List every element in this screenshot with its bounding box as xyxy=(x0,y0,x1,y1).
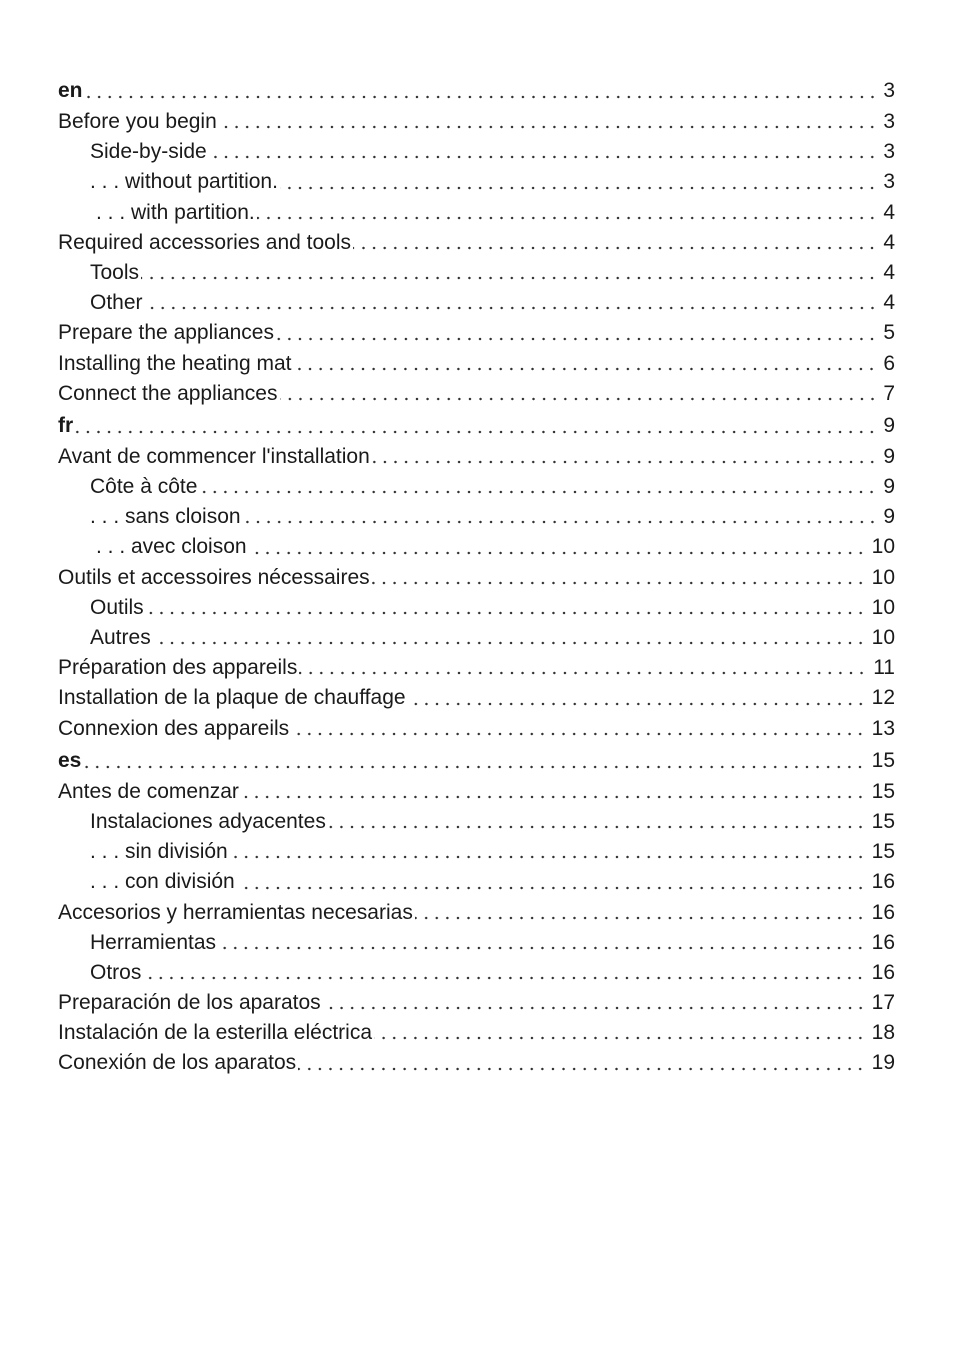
table-of-contents xyxy=(58,74,895,1079)
toc-entry[interactable] xyxy=(58,898,895,928)
dot-leader xyxy=(219,109,878,129)
toc-entry[interactable] xyxy=(58,1018,895,1048)
dot-leader xyxy=(75,414,877,434)
toc-entry[interactable] xyxy=(58,442,895,472)
toc-entry-label: Connect the appliances xyxy=(58,381,278,405)
toc-entry-label: Outils et accessoires nécessaires xyxy=(58,565,370,589)
toc-entry-label: . . . avec cloison xyxy=(96,535,247,559)
toc-page-number: 5 xyxy=(883,321,895,345)
toc-section-es xyxy=(58,744,895,1079)
toc-entry-label: Herramientas xyxy=(90,930,217,954)
toc-entry-label: Installation de la plaque de chauffage xyxy=(58,686,406,710)
toc-language-code: fr xyxy=(58,413,74,437)
dot-leader xyxy=(243,504,878,524)
toc-entry[interactable] xyxy=(58,379,895,409)
dot-leader xyxy=(249,535,866,555)
toc-entry-label: Other xyxy=(90,291,143,315)
toc-entry-label: Instalaciones adyacentes xyxy=(90,809,326,833)
toc-entry-label: . . . sin división xyxy=(90,840,228,864)
toc-entry[interactable] xyxy=(58,137,895,167)
dot-leader xyxy=(141,260,877,280)
dot-leader xyxy=(280,170,877,190)
toc-entry[interactable] xyxy=(58,623,895,653)
toc-entry-label: Side-by-side xyxy=(90,140,207,164)
dot-leader xyxy=(209,139,878,159)
dot-leader xyxy=(372,565,866,585)
toc-entry-label: . . . without partition. xyxy=(90,170,278,194)
toc-page-number: 3 xyxy=(883,170,895,194)
toc-entry[interactable] xyxy=(58,318,895,348)
toc-entry-label: Antes de comenzar xyxy=(58,779,239,803)
dot-leader xyxy=(415,900,866,920)
toc-entry[interactable] xyxy=(58,928,895,958)
toc-page-number: 16 xyxy=(871,960,895,984)
toc-entry-label: Prepare the appliances xyxy=(58,321,274,345)
toc-page-number: 6 xyxy=(883,351,895,375)
toc-page-number: 15 xyxy=(871,779,895,803)
toc-language-heading[interactable] xyxy=(58,409,895,442)
toc-page-number: 15 xyxy=(871,748,895,772)
toc-entry-label: Accesorios y herramientas necesarias xyxy=(58,900,413,924)
toc-entry-label: Conexión de los aparatos xyxy=(58,1051,297,1075)
toc-entry[interactable] xyxy=(58,563,895,593)
toc-page-number: 9 xyxy=(883,413,895,437)
dot-leader xyxy=(328,809,866,829)
toc-entry[interactable] xyxy=(58,958,895,988)
dot-leader xyxy=(372,444,878,464)
toc-entry-label: Required accessories and tools xyxy=(58,230,351,254)
dot-leader xyxy=(199,474,877,494)
toc-entry-label: Côte à côte xyxy=(90,475,198,499)
toc-entry[interactable] xyxy=(58,988,895,1018)
toc-page-number: 18 xyxy=(871,1021,895,1045)
toc-page-number: 16 xyxy=(871,870,895,894)
toc-language-code: es xyxy=(58,748,82,772)
toc-entry-label: Instalación de la esterilla eléctrica xyxy=(58,1021,372,1045)
toc-page-number: 4 xyxy=(883,200,895,224)
toc-page-number: 3 xyxy=(883,140,895,164)
toc-entry[interactable] xyxy=(58,502,895,532)
toc-entry[interactable] xyxy=(58,807,895,837)
toc-section-fr xyxy=(58,409,895,744)
toc-page-number: 11 xyxy=(873,656,895,680)
toc-entry[interactable] xyxy=(58,198,895,228)
toc-entry-label: . . . con división xyxy=(90,870,235,894)
toc-entry-label: . . . sans cloison xyxy=(90,505,241,529)
toc-entry-label: Preparación de los aparatos xyxy=(58,991,321,1015)
dot-leader xyxy=(218,930,866,950)
toc-entry[interactable] xyxy=(58,714,895,744)
dot-leader xyxy=(153,625,866,645)
toc-entry-label: Avant de commencer l'installation xyxy=(58,444,370,468)
toc-page-number: 9 xyxy=(883,444,895,468)
toc-entry[interactable] xyxy=(58,1048,895,1078)
toc-page-number: 10 xyxy=(871,626,895,649)
toc-page-number: 10 xyxy=(871,565,895,589)
toc-page-number: 13 xyxy=(871,716,895,740)
toc-page-number: 3 xyxy=(883,79,895,102)
toc-section-en xyxy=(58,74,895,409)
toc-entry-label: Tools xyxy=(90,260,140,284)
toc-page-number: 4 xyxy=(883,230,895,254)
dot-leader xyxy=(299,655,867,675)
toc-entry[interactable] xyxy=(58,653,895,683)
toc-language-heading[interactable] xyxy=(58,744,895,777)
toc-entry[interactable] xyxy=(58,593,895,623)
toc-entry[interactable] xyxy=(58,349,895,379)
dot-leader xyxy=(145,290,878,310)
dot-leader xyxy=(280,381,878,401)
dot-leader xyxy=(291,716,865,736)
toc-page-number: 12 xyxy=(871,686,895,710)
toc-entry-label: Outils xyxy=(90,595,144,619)
toc-page-number: 15 xyxy=(871,840,895,864)
toc-page-number: 9 xyxy=(883,505,895,529)
dot-leader xyxy=(374,1020,866,1040)
toc-entry[interactable] xyxy=(58,532,895,562)
toc-page-number: 17 xyxy=(871,991,895,1015)
toc-page-number: 4 xyxy=(883,260,895,284)
dot-leader xyxy=(353,230,877,250)
toc-page-number: 10 xyxy=(871,535,895,559)
toc-language-heading[interactable] xyxy=(58,74,895,107)
dot-leader xyxy=(143,960,865,980)
toc-entry[interactable] xyxy=(58,777,895,807)
toc-entry[interactable] xyxy=(58,167,895,197)
dot-leader xyxy=(83,749,865,769)
toc-entry-label: Autres xyxy=(90,626,151,649)
toc-entry-label: Otros xyxy=(90,960,142,984)
toc-page-number: 7 xyxy=(883,381,895,405)
toc-entry[interactable] xyxy=(58,228,895,258)
toc-entry[interactable] xyxy=(58,472,895,502)
toc-entry[interactable] xyxy=(58,107,895,137)
toc-page-number: 4 xyxy=(883,291,895,315)
dot-leader xyxy=(293,351,877,371)
toc-page-number: 15 xyxy=(871,809,895,833)
toc-page-number: 10 xyxy=(871,595,895,619)
toc-page-number: 9 xyxy=(883,475,895,499)
dot-leader xyxy=(85,79,878,99)
dot-leader xyxy=(276,321,877,341)
dot-leader xyxy=(241,779,866,799)
toc-language-code: en xyxy=(58,79,83,102)
dot-leader xyxy=(298,1051,865,1071)
dot-leader xyxy=(237,870,866,890)
toc-entry[interactable] xyxy=(58,867,895,897)
toc-entry[interactable] xyxy=(58,258,895,288)
toc-entry[interactable] xyxy=(58,288,895,318)
dot-leader xyxy=(257,200,878,220)
dot-leader xyxy=(230,839,866,859)
toc-entry-label: . . . with partition. xyxy=(96,200,255,224)
dot-leader xyxy=(146,595,866,615)
toc-entry-label: Connexion des appareils xyxy=(58,716,290,740)
toc-entry[interactable] xyxy=(58,837,895,867)
toc-entry-label: Préparation des appareils xyxy=(58,656,298,680)
toc-page-number: 16 xyxy=(871,900,895,924)
toc-page-number: 19 xyxy=(871,1051,895,1075)
toc-entry-label: Installing the heating mat xyxy=(58,351,292,375)
toc-entry[interactable] xyxy=(58,683,895,713)
dot-leader xyxy=(323,990,866,1010)
toc-page-number: 3 xyxy=(883,110,895,133)
dot-leader xyxy=(408,686,866,706)
toc-entry-label: Before you begin xyxy=(58,110,217,133)
toc-page-number: 16 xyxy=(871,930,895,954)
